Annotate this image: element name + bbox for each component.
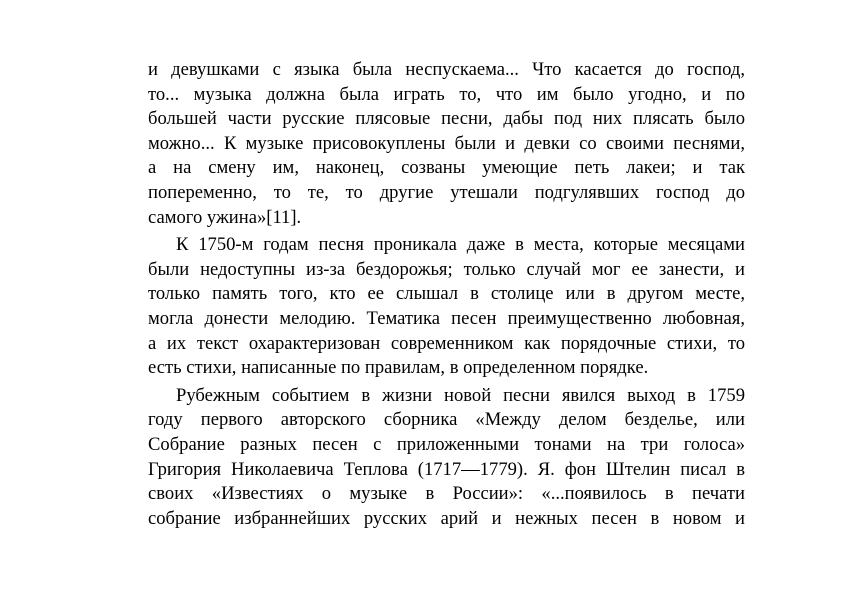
paragraph-1 [148,58,745,230]
text-line: были недоступны из-за бездорожья; только случай мог ее занести, и [148,258,745,280]
text-line: можно... К музыке присовокуплены были и девки со своими песнями, [148,132,745,154]
text-line: большей части русские плясовые песни, дабы под них плясать было [148,108,745,130]
text-line: попеременно, то те, то другие утешали подгулявших господ до [148,181,745,203]
text-line: собрание избраннейших русских арий и нежных песен в новом и [148,507,745,529]
text-line: и девушками с языка была неспускаема... Что касается до господ, [148,59,745,80]
paragraph-3 [148,384,745,532]
text-line: самого ужина»[11]. [148,206,302,228]
text-line: а их текст охарактеризован современником как порядочные стихи, то [148,332,745,354]
text-line: Рубежным событием в жизни новой песни явился выход в 1759 [176,384,745,406]
body-text [148,58,745,531]
paragraph-2 [148,233,745,381]
text-line: своих «Известиях о музыке в России»: «...появилось в печати [148,483,745,505]
text-line: только память того, кто ее слышал в столице или в другом месте, [148,283,745,305]
text-line: Григория Николаевича Теплова (1717—1779). Я. фон Штелин писал в [148,458,745,480]
text-line: году первого авторского сборника «Между делом безделье, или [148,409,745,431]
text-line: а на смену им, наконец, созваны умеющие петь лакеи; и так [148,157,745,179]
text-line: есть стихи, написанные по правилам, в определенном порядке. [148,357,649,379]
text-line: то... музыка должна была играть то, что им было угодно, и по [148,83,745,105]
text-line: К 1750-м годам песня проникала даже в места, которые месяцами [176,234,745,256]
text-line: Собрание разных песен с приложенными тонами на три голоса» [148,433,745,455]
text-line: могла донести мелодию. Тематика песен преимущественно любовная, [148,307,745,329]
